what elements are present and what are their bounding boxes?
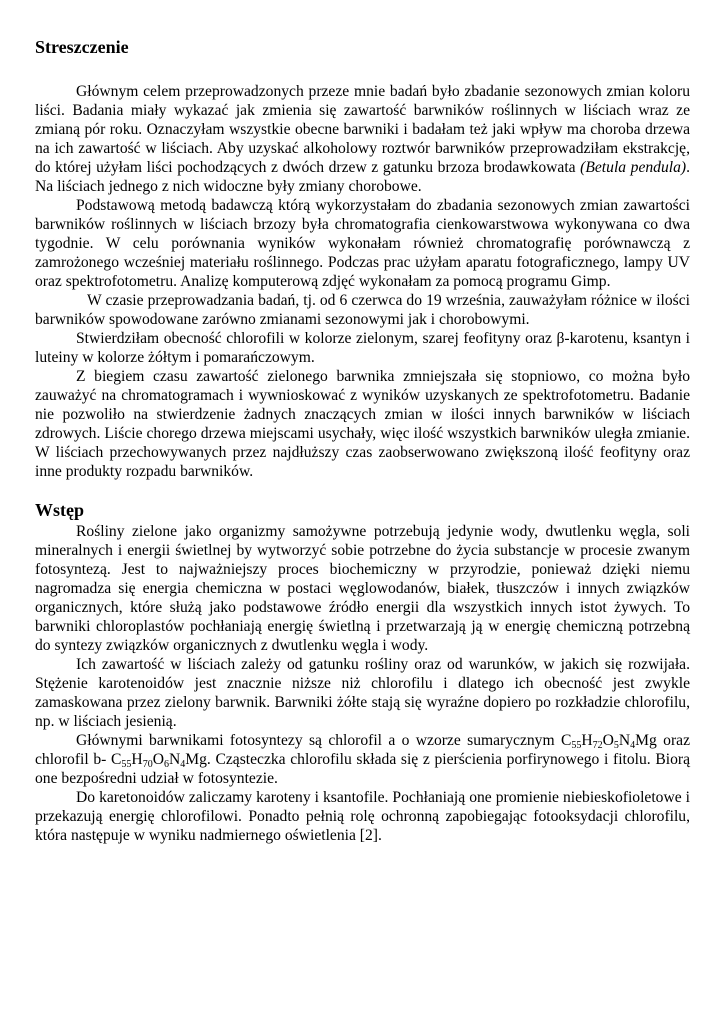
abstract-section <box>35 36 690 481</box>
intro-paragraph-3 <box>35 731 690 788</box>
intro-paragraph-1: Rośliny zielone jako organizmy samożywne potrzebują jedynie wody, dwutlenku węgla, soli mineralnych i energii świetlnej by wytworzyć sobie potrzebne do życia substancje w procesie zwanym fotosyntezą. Jest to najważniejszy proces biochemiczny w przyrodzie, ponieważ dzięki niemu nagromadza się energia chemiczna w postaci węglowodanów, białek, tłuszczów i innych związków organicznych, które służą jako podstawowe źródło energii dla wszystkich innych istot żywych. To barwniki chloroplastów pochłaniają energię świetlną i przetwarzają ją w energię chemiczną potrzebną do syntezy związków organicznych z dwutlenku węgla i wody. <box>35 523 690 654</box>
formula-a-element-o: O <box>602 732 614 749</box>
intro-section <box>35 499 690 845</box>
formula-a-count-h: 72 <box>592 740 603 751</box>
formula-b-element-o: O <box>152 751 164 768</box>
intro-p3-text-a: Głównymi barwnikami fotosyntezy są chlorofil a o wzorze sumarycznym <box>76 732 561 749</box>
formula-a-element-n: N <box>618 732 631 749</box>
formula-b-count-h: 70 <box>142 759 153 770</box>
species-name: (Betula pendula) <box>580 159 687 176</box>
formula-a-element-c: C <box>560 732 572 749</box>
intro-paragraph-2: Ich zawartość w liściach zależy od gatunku rośliny oraz od warunków, w jakich się rozwijała. Stężenie karotenoidów jest znacznie niższe niż chlorofilu i dlatego ich obecność jest zwykle zamaskowana przez zielony barwnik. Barwniki żółte stają się wyraźne dopiero po rozkładzie chlorofilu, np. w liściach jesienią. <box>35 656 690 730</box>
formula-a-element-h: H <box>581 732 593 749</box>
document-page <box>35 36 690 845</box>
intro-p3-text-c: . Cząsteczka chlorofilu składa się z pierścienia porfirynowego i fitolu. Biorą one bezpośredni udział w fotosyntezie. <box>35 751 690 787</box>
formula-a-count-o: 5 <box>613 740 619 751</box>
formula-b-element-c: C <box>111 751 122 768</box>
intro-p3-text-b: oraz chlorofil b- <box>35 732 691 768</box>
formula-b-count-c: 55 <box>121 759 132 770</box>
formula-a-count-n: 4 <box>630 740 636 751</box>
abstract-heading: Streszczenie <box>35 37 129 57</box>
formula-b-element-h: H <box>131 751 143 768</box>
chlorophyll-a-formula <box>561 732 657 749</box>
abstract-paragraph-4: Stwierdziłam obecność chlorofili w kolorze zielonym, szarej feofityny oraz β-karotenu, ksantyn i luteiny w kolorze żółtym i pomarańczowym. <box>35 330 690 366</box>
formula-b-element-n: N <box>168 751 181 768</box>
formula-a-count-c: 55 <box>571 740 582 751</box>
chlorophyll-b-formula <box>111 751 207 768</box>
abstract-paragraph-1 <box>35 82 690 196</box>
abstract-p1-text-a: Głównym celem przeprowadzonych przeze mnie badań było zbadanie sezonowych zmian koloru liści. Badania miały wykazać jak zmienia się zawartość barwników roślinnych w liściach wraz ze zmianą pór roku. Oznaczyłam wszystkie obecne barwniki i badałam też jaki wpływ ma choroba drzewa na ich zawartość w liściach. Aby uzyskać alkoholowy roztwór barwników przeprowadziłam ekstrakcję, do której użyłam liści pochodzących z dwóch drzew z gatunku brzoza brodawkowata <box>35 83 690 176</box>
abstract-paragraph-5: Z biegiem czasu zawartość zielonego barwnika zmniejszała się stopniowo, co można było zauważyć na chromatogramach i wywnioskować z wyników uzyskanych ze spektrofotometru. Badanie nie pozwoliło na stwierdzenie żadnych znaczących zmian w ilości innych barwników w liściach zdrowych. Liście chorego drzewa miejscami usychały, więc ilość wszystkich barwników uległa zmianie. W liściach przechowywanych przez najdłuższy czas zaobserwowano zwiększoną ilość feofityny oraz inne produkty rozpadu barwników. <box>35 368 690 480</box>
formula-b-count-n: 4 <box>180 759 186 770</box>
abstract-paragraph-3: W czasie przeprowadzania badań, tj. od 6 czerwca do 19 września, zauważyłam różnice w ilości barwników spowodowane zarówno zmianami sezonowymi jak i chorobowymi. <box>35 292 690 328</box>
intro-paragraph-4: Do karetonoidów zaliczamy karoteny i ksantofile. Pochłaniają one promienie niebieskofioletowe i przekazują energię chlorofilowi. Ponadto pełnią rolę ochronną zapobiegając fotooksydacji chlorofilu, która następuje w wyniku nadmiernego oświetlenia [2]. <box>35 789 690 844</box>
abstract-p1-text-b: . Na liściach jednego z nich widoczne były zmiany chorobowe. <box>35 159 690 195</box>
abstract-paragraph-2: Podstawową metodą badawczą którą wykorzystałam do zbadania sezonowych zmian zawartości barwników roślinnych w liściach brzozy była chromatografia cienkowarstwowa wykonywana co dwa tygodnie. W celu porównania wyników wykonałam również chromatografię porównawczą z zamrożonego wcześniej materiału roślinnego. Podczas prac użyłam aparatu fotograficznego, lampy UV oraz spektrofotometru. Analizę komputerową zdjęć wykonałam za pomocą programu Gimp. <box>35 197 690 290</box>
intro-heading: Wstęp <box>35 500 84 520</box>
formula-a-element-mg: Mg <box>635 732 657 749</box>
formula-b-count-o: 6 <box>163 759 169 770</box>
formula-b-element-mg: Mg <box>185 751 207 768</box>
